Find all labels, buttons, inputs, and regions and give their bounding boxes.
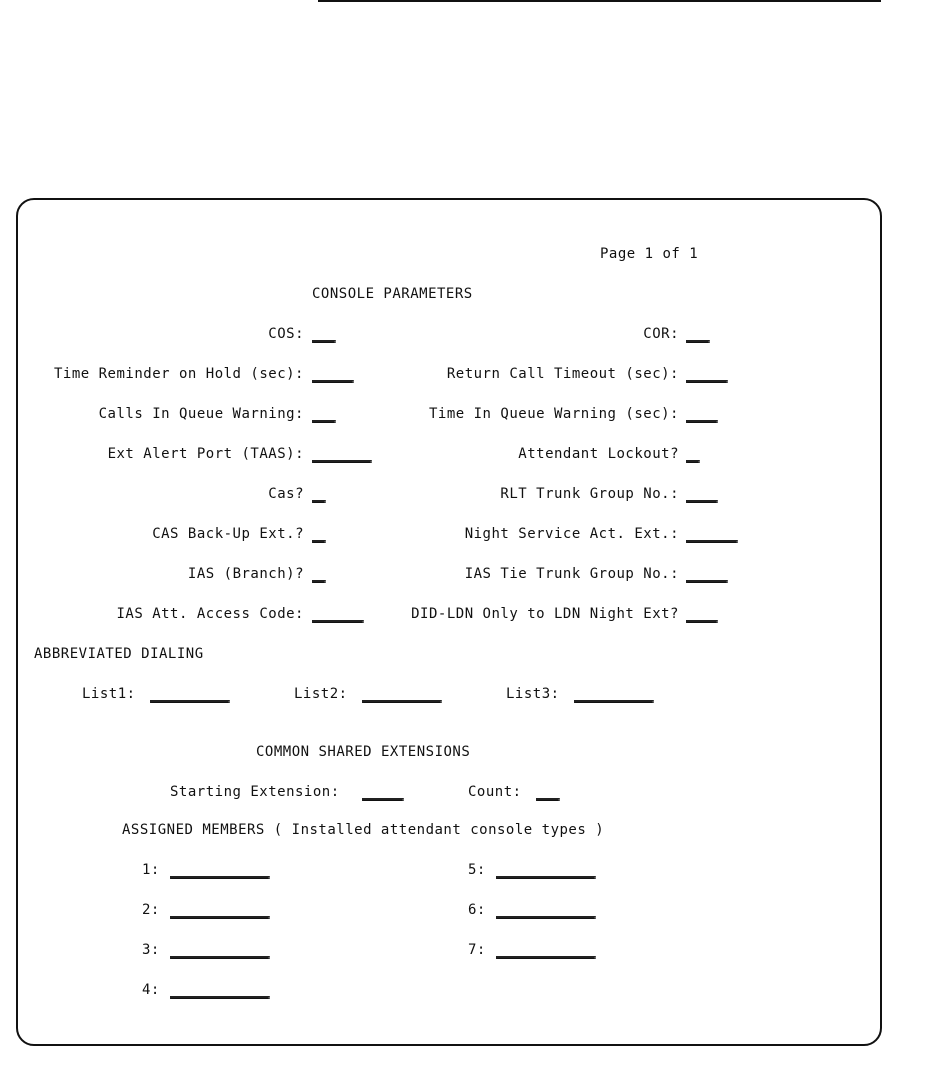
list1-field[interactable]	[150, 700, 230, 703]
ias-att-access-code-label: IAS Att. Access Code:	[116, 606, 304, 622]
night-service-act-ext-field[interactable]	[686, 540, 738, 543]
list3-label: List3:	[506, 686, 560, 702]
console-parameters-title: CONSOLE PARAMETERS	[312, 286, 473, 302]
member-7-label: 7:	[468, 942, 486, 958]
member-2-label: 2:	[142, 902, 160, 918]
ias-branch-field[interactable]	[312, 580, 326, 583]
cas-field[interactable]	[312, 500, 326, 503]
rlt-trunk-group-no-label: RLT Trunk Group No.:	[500, 486, 679, 502]
starting-extension-label: Starting Extension:	[170, 784, 340, 800]
member-5-label: 5:	[468, 862, 486, 878]
ext-alert-port-label: Ext Alert Port (TAAS):	[107, 446, 304, 462]
common-shared-extensions-title: COMMON SHARED EXTENSIONS	[256, 744, 471, 760]
attendant-lockout-field[interactable]	[686, 460, 700, 463]
did-ldn-only-field[interactable]	[686, 620, 718, 623]
calls-in-queue-warning-field[interactable]	[312, 420, 336, 423]
time-in-queue-warning-field[interactable]	[686, 420, 718, 423]
top-rule	[318, 0, 881, 2]
console-parameters-screen	[16, 198, 882, 1046]
attendant-lockout-label: Attendant Lockout?	[518, 446, 679, 462]
cor-field[interactable]	[686, 340, 710, 343]
return-call-timeout-label: Return Call Timeout (sec):	[446, 366, 679, 382]
member-5-field[interactable]	[496, 876, 596, 879]
ias-tie-trunk-group-no-field[interactable]	[686, 580, 728, 583]
abbreviated-dialing-title: ABBREVIATED DIALING	[34, 646, 204, 662]
list1-label: List1:	[82, 686, 136, 702]
ias-branch-label: IAS (Branch)?	[187, 566, 304, 582]
ias-tie-trunk-group-no-label: IAS Tie Trunk Group No.:	[464, 566, 679, 582]
rlt-trunk-group-no-field[interactable]	[686, 500, 718, 503]
member-2-field[interactable]	[170, 916, 270, 919]
list2-field[interactable]	[362, 700, 442, 703]
member-6-label: 6:	[468, 902, 486, 918]
night-service-act-ext-label: Night Service Act. Ext.:	[464, 526, 679, 542]
member-7-field[interactable]	[496, 956, 596, 959]
calls-in-queue-warning-label: Calls In Queue Warning:	[98, 406, 304, 422]
member-4-label: 4:	[142, 982, 160, 998]
list3-field[interactable]	[574, 700, 654, 703]
page-indicator: Page 1 of 1	[600, 246, 699, 262]
did-ldn-only-label: DID-LDN Only to LDN Night Ext?	[411, 606, 679, 622]
starting-extension-field[interactable]	[362, 798, 404, 801]
member-4-field[interactable]	[170, 996, 270, 999]
member-1-field[interactable]	[170, 876, 270, 879]
cos-label: COS:	[268, 326, 304, 342]
cas-back-up-ext-label: CAS Back-Up Ext.?	[152, 526, 304, 542]
count-field[interactable]	[536, 798, 560, 801]
time-in-queue-warning-label: Time In Queue Warning (sec):	[428, 406, 679, 422]
cas-label: Cas?	[268, 486, 304, 502]
cor-label: COR:	[643, 326, 679, 342]
count-label: Count:	[468, 784, 522, 800]
time-reminder-on-hold-label: Time Reminder on Hold (sec):	[53, 366, 304, 382]
list2-label: List2:	[294, 686, 348, 702]
member-3-label: 3:	[142, 942, 160, 958]
return-call-timeout-field[interactable]	[686, 380, 728, 383]
ias-att-access-code-field[interactable]	[312, 620, 364, 623]
member-3-field[interactable]	[170, 956, 270, 959]
cos-field[interactable]	[312, 340, 336, 343]
assigned-members-title: ASSIGNED MEMBERS ( Installed attendant console types )	[122, 822, 605, 838]
time-reminder-on-hold-field[interactable]	[312, 380, 354, 383]
cas-back-up-ext-field[interactable]	[312, 540, 326, 543]
member-1-label: 1:	[142, 862, 160, 878]
member-6-field[interactable]	[496, 916, 596, 919]
